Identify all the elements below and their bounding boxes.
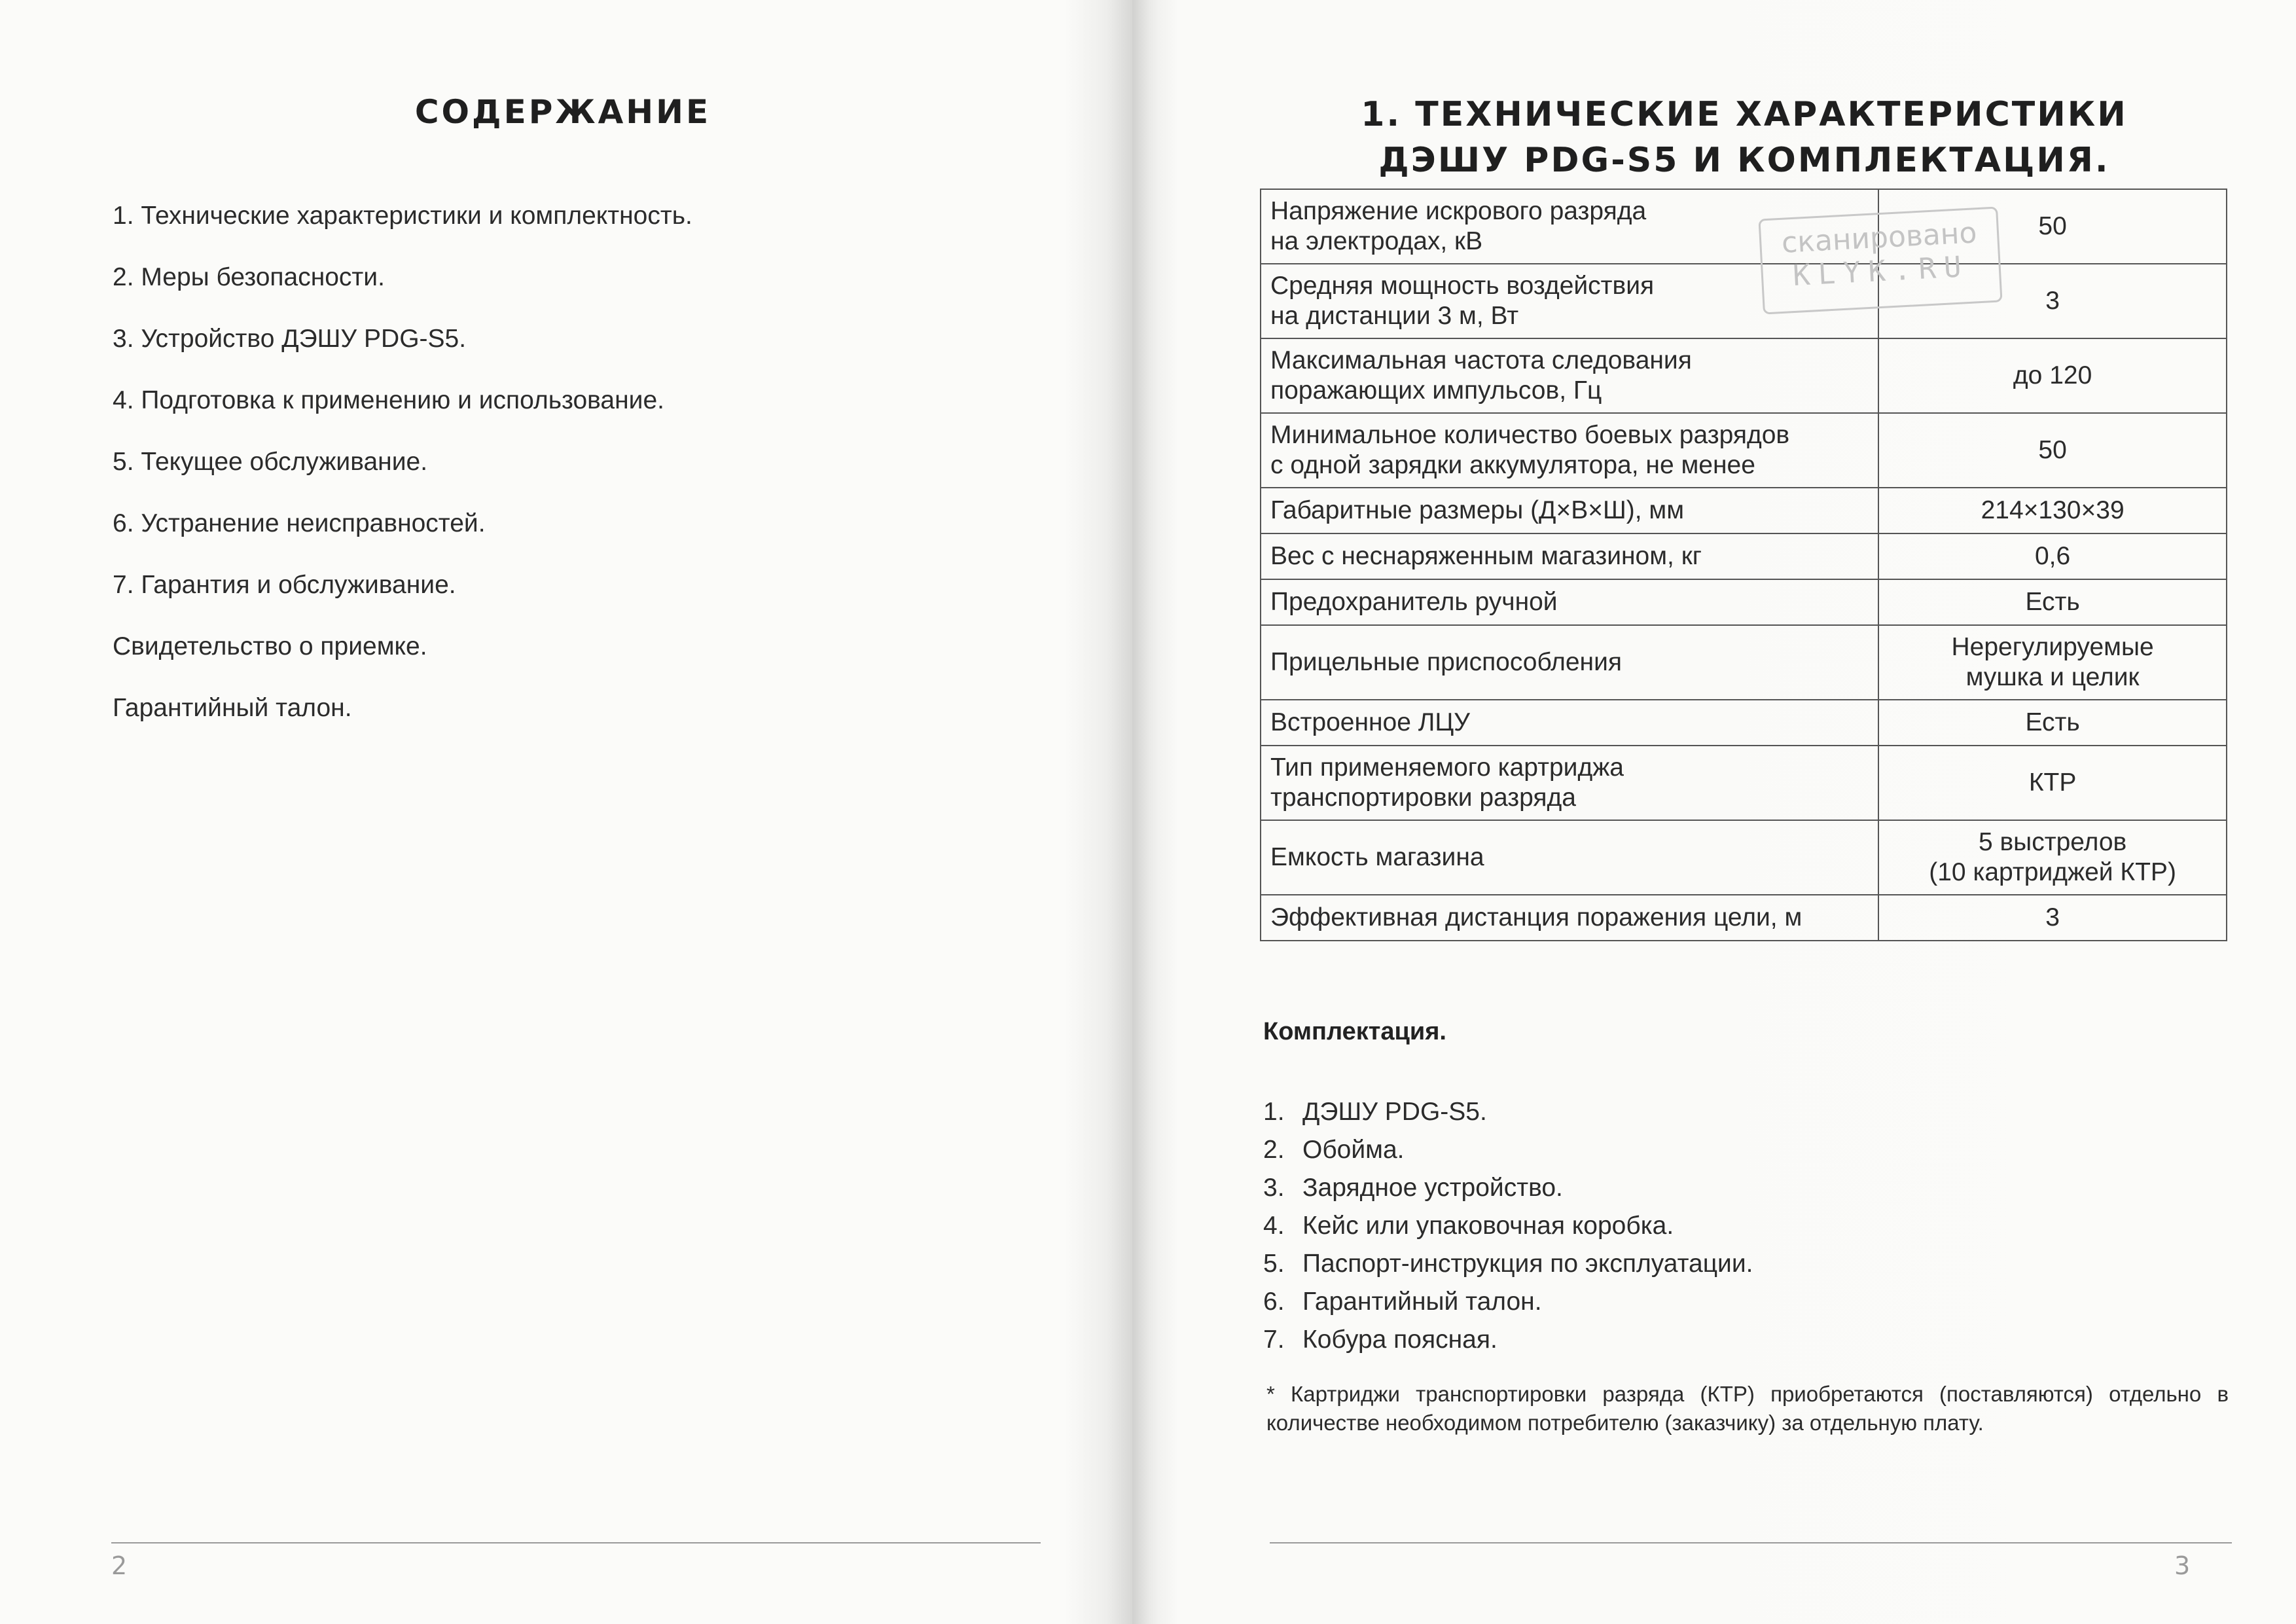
spec-param: Эффективная дистанция поражения цели, м	[1261, 895, 1878, 941]
spec-value: до 120	[1878, 338, 2227, 413]
page-gutter	[1106, 0, 1158, 1624]
toc-item: Гарантийный талон.	[113, 694, 352, 722]
spec-row	[1261, 895, 2227, 941]
spec-row	[1261, 488, 2227, 533]
footer-divider-left	[111, 1542, 1041, 1543]
spec-row	[1261, 579, 2227, 625]
spec-row	[1261, 746, 2227, 820]
spec-param: Встроенное ЛЦУ	[1261, 700, 1878, 746]
spec-param: Тип применяемого картриджа транспортировки разряда	[1261, 746, 1878, 820]
toc-item: 2. Меры безопасности.	[113, 263, 385, 291]
spec-param: Предохранитель ручной	[1261, 579, 1878, 625]
spec-row	[1261, 625, 2227, 700]
page-number-left: 2	[111, 1551, 128, 1580]
spec-row	[1261, 533, 2227, 579]
spec-row	[1261, 189, 2227, 264]
kit-item	[1263, 1093, 1753, 1131]
spec-param: Минимальное количество боевых разрядов с одной зарядки аккумулятора, не менее	[1261, 413, 1878, 488]
page-number-right: 3	[2174, 1551, 2191, 1580]
kit-item-text: Кобура поясная.	[1302, 1326, 1498, 1354]
kit-item-text: Кейс или упаковочная коробка.	[1302, 1212, 1674, 1240]
scan-watermark-stamp	[1758, 207, 2002, 315]
spec-value: КТР	[1878, 746, 2227, 820]
toc-item: 7. Гарантия и обслуживание.	[113, 571, 456, 599]
spec-param: Габаритные размеры (Д×В×Ш), мм	[1261, 488, 1878, 533]
kit-item	[1263, 1131, 1753, 1169]
kit-item-number: 3.	[1263, 1174, 1285, 1202]
kit-item-number: 4.	[1263, 1212, 1285, 1240]
spec-row	[1261, 338, 2227, 413]
toc-list	[113, 196, 692, 750]
spec-value: 50	[1878, 189, 2227, 264]
spec-value: 3	[1878, 264, 2227, 338]
kit-item-number: 5.	[1263, 1250, 1285, 1278]
kit-title: Комплектация.	[1263, 1018, 1446, 1045]
spec-row	[1261, 413, 2227, 488]
footnote: * Картриджи транспортировки разряда (КТР) приобретаются (поставляются) отдельно в количестве необходимом потребителю (заказчику) за отдельную плату.	[1266, 1382, 2229, 1435]
spec-section-title	[1263, 92, 2225, 183]
kit-item-text: Обойма.	[1302, 1136, 1405, 1164]
kit-item-number: 2.	[1263, 1136, 1285, 1164]
spec-param: Емкость магазина	[1261, 820, 1878, 895]
footer-divider-right	[1270, 1542, 2232, 1543]
stamp-line1: сканировано	[1780, 216, 1978, 260]
toc-item: 6. Устранение неисправностей.	[113, 509, 486, 537]
stamp-line2: KLYK.RU	[1791, 249, 1970, 293]
spec-param: Максимальная частота следования поражающих импульсов, Гц	[1261, 338, 1878, 413]
spec-param: Вес с неснаряженным магазином, кг	[1261, 533, 1878, 579]
kit-item	[1263, 1207, 1753, 1245]
spec-param: Прицельные приспособления	[1261, 625, 1878, 700]
kit-item	[1263, 1283, 1753, 1321]
spec-row	[1261, 264, 2227, 338]
kit-item-text: Зарядное устройство.	[1302, 1174, 1563, 1202]
kit-list	[1263, 1093, 1753, 1359]
spec-param: Средняя мощность воздействия на дистанции 3 м, Вт	[1261, 264, 1878, 338]
spec-param: Напряжение искрового разряда на электродах, кВ	[1261, 189, 1878, 264]
spec-value: 0,6	[1878, 533, 2227, 579]
toc-title: СОДЕРЖАНИЕ	[414, 93, 711, 131]
spec-value: 3	[1878, 895, 2227, 941]
spec-title-line1: 1. ТЕХНИЧЕСКИЕ ХАРАКТЕРИСТИКИ	[1361, 95, 2128, 134]
spec-row	[1261, 820, 2227, 895]
kit-item-text: Гарантийный талон.	[1302, 1288, 1542, 1316]
spec-value: 50	[1878, 413, 2227, 488]
kit-item	[1263, 1245, 1753, 1283]
spec-row	[1261, 700, 2227, 746]
kit-item-number: 6.	[1263, 1288, 1285, 1316]
spec-value: 214×130×39	[1878, 488, 2227, 533]
kit-item-text: ДЭШУ PDG-S5.	[1302, 1098, 1487, 1126]
spec-value: Есть	[1878, 700, 2227, 746]
toc-item: 5. Текущее обслуживание.	[113, 448, 428, 476]
spec-table	[1260, 189, 2227, 941]
kit-item	[1263, 1321, 1753, 1359]
spec-value: Есть	[1878, 579, 2227, 625]
kit-item-number: 7.	[1263, 1326, 1285, 1354]
kit-item	[1263, 1169, 1753, 1207]
spec-value: Нерегулируемые мушка и целик	[1878, 625, 2227, 700]
toc-item: Свидетельство о приемке.	[113, 632, 427, 660]
kit-item-text: Паспорт-инструкция по эксплуатации.	[1302, 1250, 1753, 1278]
spec-value: 5 выстрелов (10 картриджей КТР)	[1878, 820, 2227, 895]
toc-item: 1. Технические характеристики и комплектность.	[113, 202, 692, 230]
toc-item: 3. Устройство ДЭШУ PDG-S5.	[113, 325, 467, 353]
spec-title-line2: ДЭШУ PDG-S5 И КОМПЛЕКТАЦИЯ.	[1378, 141, 2110, 180]
toc-item: 4. Подготовка к применению и использование.	[113, 386, 664, 414]
kit-item-number: 1.	[1263, 1098, 1285, 1126]
